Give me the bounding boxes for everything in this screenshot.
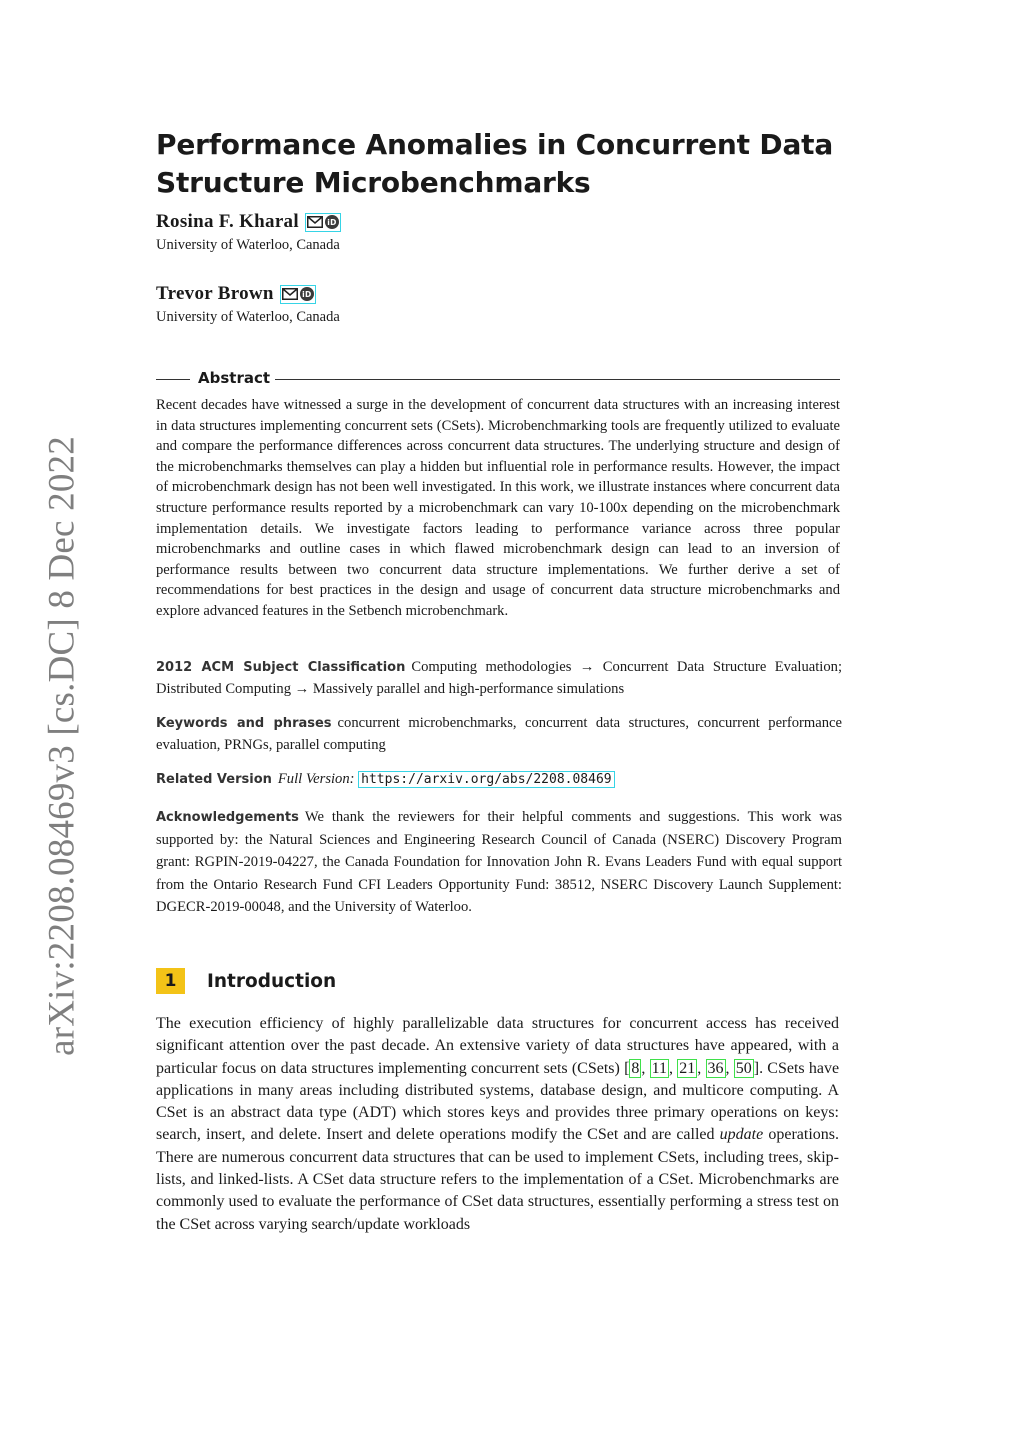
author-1 <box>156 211 341 233</box>
citation-link[interactable]: 36 <box>707 1059 724 1077</box>
author-affiliation: University of Waterloo, Canada <box>156 237 340 253</box>
author-2-links[interactable] <box>280 285 316 304</box>
section-title: Introduction <box>207 970 337 992</box>
emphasis-update: update <box>719 1126 764 1144</box>
keywords <box>156 713 842 755</box>
author-1-links[interactable] <box>305 213 341 232</box>
citation-link[interactable]: 11 <box>651 1059 668 1077</box>
arxiv-url-link[interactable]: https://arxiv.org/abs/2208.08469 <box>358 771 614 788</box>
divider <box>275 379 840 380</box>
acm-label: 2012 ACM Subject Classification <box>156 660 406 675</box>
related-version <box>156 769 842 791</box>
related-version-label: Related Version <box>156 772 272 787</box>
intro-text-part: The execution efficiency of highly parallelizable data structures for concurrent access has received significant attention over the past decade. An extensive variety of data structures have appeared, with a particular focus on data structures implementing concurrent sets (CSets) <box>156 1015 839 1077</box>
divider <box>156 379 190 380</box>
abstract-label: Abstract <box>198 369 271 387</box>
arxiv-identifier: arXiv:2208.08469v3 [cs.DC] 8 Dec 2022 <box>41 436 83 1056</box>
acknowledgements-text: We thank the reviewers for their helpful comments and suggestions. This work was supported by: the Natural Sciences and Engineering Research Council of Canada (NSERC) Discovery Program grant: RGPIN-2019-04227, the Canada Foundation for Innovation John R. Evans Leaders Fund with equal support from the Ontario Research Fund CFI Leaders Opportunity Fund: 38512, NSERC Discovery Launch Supplement: DGECR-2019-00048, and the University of Waterloo. <box>156 809 842 915</box>
section-heading <box>156 968 336 994</box>
author-name: Trevor Brown <box>156 283 274 304</box>
orcid-icon[interactable]: iD <box>300 287 314 301</box>
abstract-heading <box>156 369 840 389</box>
intro-text-part: operations. There are numerous concurrent data structures that can be used to implement CSets, including trees, skip-lists, and linked-lists. A CSet data structure refers to the implementation of a CSet. Microbenchmarks are commonly used to evaluate the performance of CSet data structures, essentially performing a stress test on the CSet across varying search/update workloads <box>156 1126 839 1233</box>
abstract-text: Recent decades have witnessed a surge in the development of concurrent data structures with an increasing interest in data structures implementing concurrent sets (CSets). Microbenchmarking tools are frequently utilized to evaluate and compare the performance differences across concurrent data structures. The underlying structure and design of the microbenchmarks themselves can play a hidden but influential role in performance results. However, the impact of microbenchmark design has not been well investigated. In this work, we illustrate instances where concurrent data structure performance results reported by a microbenchmark can vary 10-100x depending on the microbenchmark implementation details. We investigate factors leading to performance variance across three popular microbenchmarks and outline cases in which flawed microbenchmark design can lead to an inversion of performance results between two concurrent data structure implementations. We further derive a set of recommendations for best practices in the design and usage of concurrent data structure microbenchmarks and explore advanced features in the Setbench microbenchmark. <box>156 397 840 619</box>
introduction-text: The execution efficiency of highly parallelizable data structures for concurrent access has received significant attention over the past decade. An extensive variety of data structures have appeared, with a particular focus on data structures implementing concurrent sets (CSets) [ 8 , 11 , 21 , 36 , 50 ]. CSets have applications in many areas including distributed systems, database design, and multicore computing. A CSet is an abstract data type (ADT) which stores keys and provides three primary operations on keys: search, insert, and delete. Insert and delete operations modify the CSet and are called update operations. There are numerous concurrent data structures that can be used to implement CSets, including trees, skip-lists, and linked-lists. A CSet data structure refers to the implementation of a CSet. Microbenchmarks are commonly used to evaluate the performance of CSet data structures, essentially performing a stress test on the CSet across varying search/update workloads <box>156 1015 840 1233</box>
acknowledgements <box>156 806 842 918</box>
citation-link[interactable]: 8 <box>631 1059 640 1077</box>
intro-text-part: . CSets have applications in many areas including distributed systems, database design, and multicore computing. A CSet is an abstract data type (ADT) which stores keys and provides three primary operations on keys: search, insert, and delete. Insert and delete operations modify the CSet and are called <box>156 1059 840 1144</box>
acm-classification <box>156 657 842 699</box>
envelope-icon[interactable] <box>307 216 323 228</box>
section-number: 1 <box>156 968 185 994</box>
keywords-label: Keywords and phrases <box>156 716 332 731</box>
author-name: Rosina F. Kharal <box>156 211 299 232</box>
envelope-icon[interactable] <box>282 288 298 300</box>
author-2 <box>156 283 316 305</box>
acknowledgements-label: Acknowledgements <box>156 810 299 825</box>
paper-title: Performance Anomalies in Concurrent Data Structure Microbenchmarks <box>156 128 834 199</box>
orcid-icon[interactable]: iD <box>325 215 339 229</box>
version-name: Full Version: <box>277 771 355 787</box>
keywords-text: concurrent microbenchmarks, concurrent data structures, concurrent performance evaluation, PRNGs, parallel computing <box>156 715 842 753</box>
citation-link[interactable]: 50 <box>735 1059 752 1077</box>
citation-link[interactable]: 21 <box>679 1059 696 1077</box>
acm-text: Computing methodologies → Concurrent Data Structure Evaluation; Distributed Computing → Massively parallel and high-performance simulations <box>156 659 842 697</box>
author-affiliation: University of Waterloo, Canada <box>156 309 340 325</box>
